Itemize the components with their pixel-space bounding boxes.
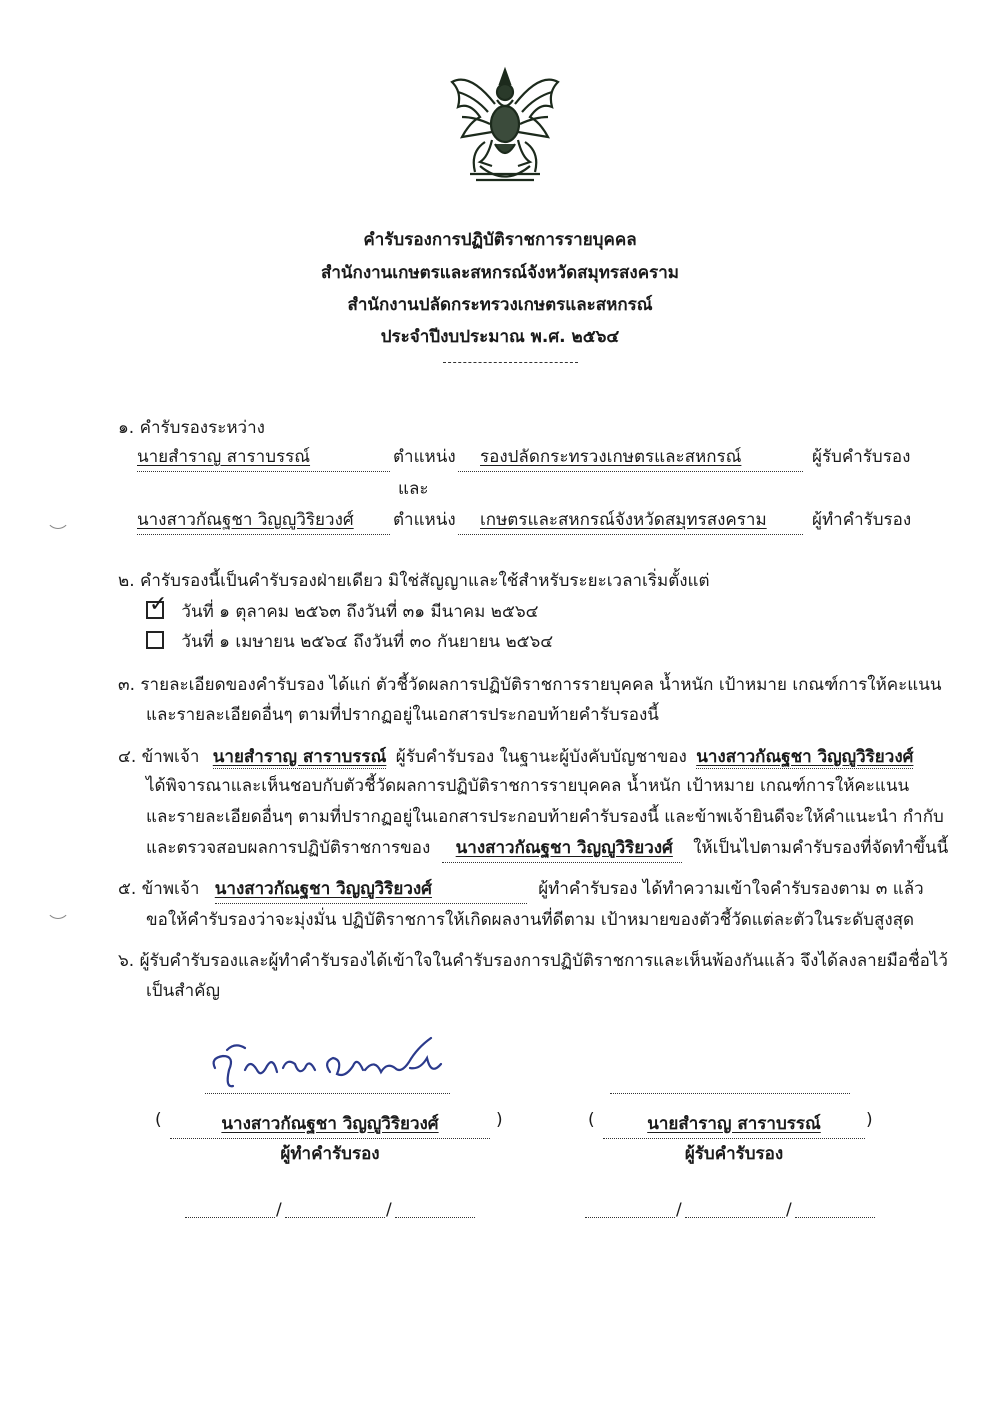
right-date-slash-1: /: [676, 1200, 682, 1220]
left-date-slash-1: /: [276, 1200, 282, 1220]
section4-line4-name: นางสาวกัณฐชา วิญญูวิริยวงศ์: [442, 834, 682, 863]
period-option-2[interactable]: [146, 628, 553, 655]
section4-line4-intro: และตรวจสอบผลการปฏิบัติราชการของ: [146, 838, 431, 858]
section1-heading: ๑. คำรับรองระหว่าง: [118, 418, 265, 438]
punch-hole-mark: [46, 505, 70, 529]
checkbox-checked[interactable]: [146, 592, 168, 619]
section4-line4: [146, 834, 948, 863]
section5-name: นางสาวกัณฐชา วิญญูวิริยวงศ์: [215, 875, 527, 904]
section6-line2: เป็นสำคัญ: [146, 981, 221, 1001]
right-signer-name-field: [603, 1110, 865, 1139]
section4-line3: และรายละเอียดอื่นๆ ตามที่ปรากฏอยู่ในเอกสารประกอบท้ายคำรับรองนี้ และข้าพเจ้ายินดีจะให้คำแนะนำ กำกับ: [146, 807, 944, 827]
right-signature-line: [610, 1093, 850, 1094]
right-close-paren: ): [866, 1110, 873, 1130]
left-open-paren: (: [155, 1110, 162, 1130]
left-signer-name: นางสาวกัณฐชา วิญญูวิริยวงศ์: [170, 1110, 490, 1139]
header-title: คำรับรองการปฏิบัติราชการรายบุคคล: [363, 230, 637, 250]
position-label: ตำแหน่ง: [393, 447, 456, 467]
header-ministry: สำนักงานปลัดกระทรวงเกษตรและสหกรณ์: [347, 295, 653, 315]
person1-position: รองปลัดกระทรวงเกษตรและสหกรณ์: [458, 443, 803, 472]
left-date-slash-2: /: [386, 1200, 392, 1220]
section4-supervisor-role: ผู้รับคำรับรอง ในฐานะผู้บังคับบัญชาของ: [395, 747, 687, 767]
section3-line1: ๓. รายละเอียดของคำรับรอง ได้แก่ ตัวชี้วัดผลการปฏิบัติราชการรายบุคคล น้ำหนัก เป้าหมาย เกณฑ์การให้คะแนน: [118, 675, 942, 695]
position-label-2: ตำแหน่ง: [393, 510, 456, 530]
section4-line4-end: ให้เป็นไปตามคำรับรองที่จัดทำขึ้นนี้: [693, 838, 949, 858]
section5-line2: ขอให้คำรับรองว่าจะมุ่งมั่น ปฏิบัติราชการให้เกิดผลงานที่ดีตาม เป้าหมายของตัวชี้วัดแต่ละตัวในระดับสูงสุด: [146, 910, 915, 930]
person1-name-field: [137, 443, 390, 472]
checkbox-unchecked[interactable]: [146, 631, 164, 649]
handwritten-signature: [205, 1028, 455, 1098]
period-option-1[interactable]: [146, 592, 539, 625]
left-signer-name-field: [170, 1110, 490, 1139]
person2-name: นางสาวกัณฐชา วิญญูวิริยวงศ์: [137, 506, 390, 535]
section5-intro: ๕. ข้าพเจ้า: [118, 879, 200, 899]
section4-line2: ได้พิจารณาและเห็นชอบกับตัวชี้วัดผลการปฏิบัติราชการรายบุคคล น้ำหนัก เป้าหมาย เกณฑ์การให้คะแนน: [146, 776, 910, 796]
person1-name: นายสำราญ สาราบรรณ์: [137, 443, 390, 472]
right-signer-name: นายสำราญ สาราบรรณ์: [603, 1110, 865, 1139]
garuda-emblem: [440, 62, 570, 192]
section4-subordinate-name: นางสาวกัณฐชา วิญญูวิริยวงศ์: [696, 747, 914, 767]
right-date-month: [685, 1217, 785, 1218]
section4-supervisor-name: นายสำราญ สาราบรรณ์: [212, 747, 387, 767]
header-fiscal-year: ประจำปีงบประมาณ พ.ศ. ๒๕๖๔: [380, 327, 620, 347]
left-date-day: [185, 1217, 275, 1218]
section3-line2: และรายละเอียดอื่นๆ ตามที่ปรากฏอยู่ในเอกสารประกอบท้ายคำรับรองนี้: [146, 705, 659, 725]
right-date-year: [795, 1217, 875, 1218]
period-option-2-label: วันที่ ๑ เมษายน ๒๕๖๔ ถึงวันที่ ๓๐ กันยายน ๒๕๖๔: [181, 632, 554, 652]
punch-hole-mark: [46, 895, 70, 919]
left-close-paren: ): [496, 1110, 503, 1130]
person2-position-field: [458, 506, 803, 535]
header-office: สำนักงานเกษตรและสหกรณ์จังหวัดสมุทรสงคราม: [321, 263, 679, 283]
check-mark-icon: ✓: [149, 592, 168, 617]
header-divider: [443, 362, 578, 363]
section2-heading: ๒. คำรับรองนี้เป็นคำรับรองฝ่ายเดียว มิใช่สัญญาและใช้สำหรับระยะเวลาเริ่มตั้งแต่: [118, 571, 710, 591]
person2-name-field: [137, 506, 390, 535]
left-signer-role: ผู้ทำคำรับรอง: [280, 1144, 380, 1164]
section5-role-text: ผู้ทำคำรับรอง ได้ทำความเข้าใจคำรับรองตาม ๓ แล้ว: [538, 879, 924, 899]
left-date-month: [285, 1217, 385, 1218]
person2-role: ผู้ทำคำรับรอง: [812, 510, 912, 530]
right-date-day: [585, 1217, 675, 1218]
right-open-paren: (: [588, 1110, 595, 1130]
period-option-1-label: วันที่ ๑ ตุลาคม ๒๕๖๓ ถึงวันที่ ๓๑ มีนาคม ๒๕๖๔: [181, 602, 539, 622]
section5-line1: [118, 875, 924, 904]
person1-role: ผู้รับคำรับรอง: [812, 447, 911, 467]
right-date-slash-2: /: [786, 1200, 792, 1220]
section4-intro: ๔. ข้าพเจ้า: [118, 747, 200, 767]
person1-position-field: [458, 443, 803, 472]
left-date-year: [395, 1217, 475, 1218]
section4-line1: [118, 743, 913, 770]
and-label: และ: [398, 479, 429, 499]
person2-position: เกษตรและสหกรณ์จังหวัดสมุทรสงคราม: [458, 506, 803, 535]
section6-line1: ๖. ผู้รับคำรับรองและผู้ทำคำรับรองได้เข้าใจในคำรับรองการปฏิบัติราชการและเห็นพ้องกันแล้ว จึงได้ลงลายมือชื่อไว้: [118, 951, 948, 971]
left-signature-line: [205, 1093, 450, 1094]
right-signer-role: ผู้รับคำรับรอง: [684, 1144, 784, 1164]
